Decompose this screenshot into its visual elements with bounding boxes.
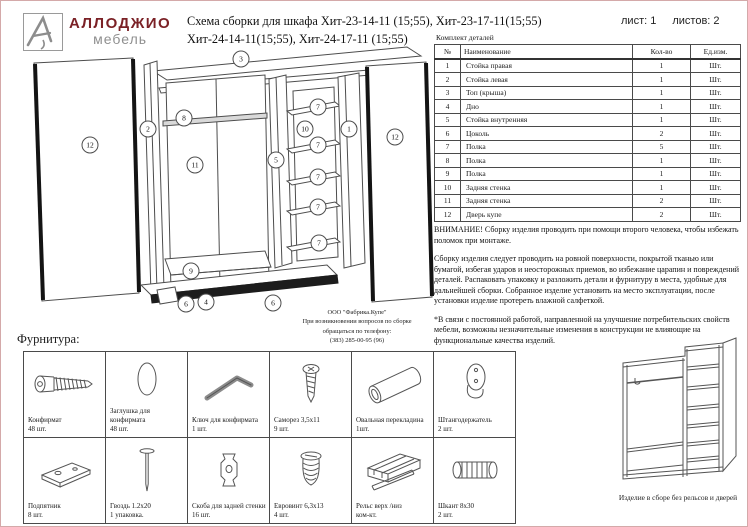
- rail-icon: [352, 438, 433, 502]
- hardware-cell: [188, 438, 270, 524]
- cell: Цоколь: [461, 127, 633, 141]
- cell: Задняя стенка: [461, 181, 633, 195]
- rod-holder-icon: [434, 352, 515, 416]
- hardware-qty: 1шт.: [356, 424, 370, 433]
- parts-table: [434, 44, 741, 222]
- hardware-name: Заглушка для конфирмата: [110, 406, 150, 424]
- cell: Шт.: [691, 100, 741, 114]
- plug-icon: [106, 352, 187, 407]
- cell: Полка: [461, 167, 633, 181]
- svg-text:7: 7: [316, 102, 320, 112]
- hardware-cell: [106, 352, 188, 438]
- callout-11: [187, 157, 203, 173]
- cell: Стойка левая: [461, 73, 633, 87]
- cell: 5: [633, 140, 691, 154]
- svg-text:7: 7: [316, 140, 320, 150]
- factory-line3: обращаться по телефону:: [322, 327, 392, 335]
- cell: Шт.: [691, 113, 741, 127]
- cell: 2: [435, 73, 461, 87]
- callout-6a: [178, 296, 194, 312]
- cell: Шт.: [691, 59, 741, 73]
- cell: 1: [633, 181, 691, 195]
- cell: 7: [435, 140, 461, 154]
- svg-text:6: 6: [271, 298, 275, 308]
- cell: Шт.: [691, 167, 741, 181]
- cell: 10: [435, 181, 461, 195]
- svg-text:7: 7: [316, 202, 320, 212]
- hardware-name: Подпятник: [28, 501, 61, 510]
- hardware-name: Скоба для задней стенки: [192, 501, 266, 510]
- hardware-name: Рельс верх /низ: [356, 501, 402, 510]
- table-row: [435, 86, 741, 100]
- part-inner-stand: [269, 75, 292, 268]
- col-qty: Кол-во: [633, 45, 691, 59]
- parts-table-section: [434, 33, 742, 222]
- hardware-qty: 4 шт.: [274, 510, 289, 519]
- cell: Шт.: [691, 127, 741, 141]
- callout-10: [297, 121, 313, 137]
- callout-7c: [310, 169, 326, 185]
- parts-header-row: [435, 45, 741, 59]
- cell: Дверь купе: [461, 208, 633, 222]
- hardware-name: Ключ для конфирмата: [192, 415, 258, 424]
- svg-text:3: 3: [239, 54, 243, 64]
- hardware-qty: 1 шт.: [192, 424, 207, 433]
- factory-line2: При возникновении вопросов по сборке: [302, 318, 412, 326]
- factory-contact: [282, 308, 432, 345]
- hardware-cell: [188, 352, 270, 438]
- table-row: [435, 140, 741, 154]
- warning-text: ВНИМАНИЕ! Сборку изделия проводить при помощи второго человека, чтобы избежать поломок при монтаже.: [434, 225, 739, 245]
- hardware-qty: 16 шт.: [192, 510, 211, 519]
- cell: Шт.: [691, 140, 741, 154]
- table-row: [435, 59, 741, 73]
- factory-name: ООО "Фабрика.Купе": [327, 309, 387, 316]
- title-line-2: Хит-24-14-11(15;55), Хит-24-17-11 (15;55): [187, 31, 408, 46]
- svg-text:11: 11: [191, 160, 199, 170]
- hardware-qty: 48 шт.: [28, 424, 47, 433]
- svg-text:8: 8: [182, 113, 186, 123]
- cell: 2: [633, 208, 691, 222]
- table-row: [435, 154, 741, 168]
- hardware-qty: 8 шт.: [28, 510, 43, 519]
- cell: Полка: [461, 154, 633, 168]
- cell: 1: [633, 86, 691, 100]
- callout-7a: [310, 99, 326, 115]
- hardware-cell: [106, 438, 188, 524]
- svg-text:12: 12: [391, 132, 399, 142]
- callout-4: [198, 294, 214, 310]
- hardware-qty: 48 шт.: [110, 424, 129, 433]
- svg-text:10: 10: [301, 124, 309, 134]
- table-row: [435, 208, 741, 222]
- hardware-name: Саморез 3,5х11: [274, 415, 320, 424]
- cell: Шт.: [691, 73, 741, 87]
- confirmat-screw-icon: [24, 352, 105, 416]
- nail-icon: [106, 438, 187, 502]
- callout-12-right: [387, 129, 403, 145]
- cell: 5: [435, 113, 461, 127]
- col-name: Наименование: [461, 45, 633, 59]
- brand-name: АЛЛОДЖИО: [69, 15, 172, 32]
- brand-text: [69, 15, 171, 47]
- part-plinth-left: [157, 287, 178, 304]
- svg-text:5: 5: [274, 155, 278, 165]
- cell: Стойка правая: [461, 59, 633, 73]
- disclaimer-note: *В связи с постоянной работой, направленной на улучшение потребительских свойств мебели, возможны незначительные изменения в конструкции не влияющие на функциональные качества изделий.: [434, 314, 730, 345]
- callout-1: [341, 121, 357, 137]
- part-right-door: [366, 62, 432, 302]
- table-row: [435, 127, 741, 141]
- euro-screw-icon: [270, 438, 351, 502]
- parts-table-caption: Комплект деталей: [436, 33, 494, 42]
- table-row: [435, 181, 741, 195]
- hex-key-icon: [188, 352, 269, 416]
- callout-7b: [310, 137, 326, 153]
- cell: 1: [633, 113, 691, 127]
- table-row: [435, 73, 741, 87]
- title-line-1: Схема сборки для шкафа Хит-23-14-11 (15;55), Хит-23-17-11(15;55): [187, 14, 542, 28]
- part-left-door: [34, 58, 139, 301]
- hardware-cell: [434, 438, 516, 524]
- svg-text:4: 4: [204, 297, 208, 307]
- back-wall-bracket-icon: [188, 438, 269, 502]
- cell: Шт.: [691, 154, 741, 168]
- callout-12-left: [82, 137, 98, 153]
- svg-text:9: 9: [189, 266, 193, 276]
- assembled-wardrobe-drawing: [615, 337, 745, 492]
- cell: 2: [633, 194, 691, 208]
- assembled-caption: Изделие в сборе без рельсов и дверей: [618, 493, 738, 502]
- cell: Шт.: [691, 208, 741, 222]
- cell: 9: [435, 167, 461, 181]
- cell: 3: [435, 86, 461, 100]
- table-row: [435, 167, 741, 181]
- cell: Дно: [461, 100, 633, 114]
- hardware-name: Гвоздь 1.2х20: [110, 501, 151, 510]
- cell: 1: [435, 59, 461, 73]
- hardware-table: [23, 351, 516, 524]
- callout-6b: [265, 295, 281, 311]
- cell: 12: [435, 208, 461, 222]
- cell: 1: [633, 154, 691, 168]
- assembly-note: Сборку изделия следует проводить на ровной поверхности, покрытой тканью или бумагой, избегая ударов и неосторожных приемов, во избежание царапин и повреждений деталей. Распаковать упаковку и разложить детали и фурнитуру в места, удобные для дальнейшей сборки. Собранное изделие установить на место эксплуатации, после установки изделие протереть влажной салфеткой.: [434, 254, 740, 306]
- hardware-cell: [434, 352, 516, 438]
- cell: Шт.: [691, 181, 741, 195]
- dowel-icon: [434, 438, 515, 502]
- cell: Стойка внутренняя: [461, 113, 633, 127]
- brand-subtitle: мебель: [93, 31, 148, 47]
- hardware-cell: [352, 352, 434, 438]
- hardware-cell: [24, 438, 106, 524]
- hardware-cell: [352, 438, 434, 524]
- part-right-stand: [338, 73, 365, 268]
- hardware-name: Евровинт 6,3х13: [274, 501, 324, 510]
- cell: 6: [435, 127, 461, 141]
- hardware-name: Шкант 8х30: [438, 501, 475, 510]
- foot-plate-icon: [24, 438, 105, 502]
- svg-text:12: 12: [86, 140, 94, 150]
- callout-8: [176, 110, 192, 126]
- svg-text:7: 7: [316, 172, 320, 182]
- cell: Задняя стенка: [461, 194, 633, 208]
- hardware-qty: 2 шт.: [438, 424, 453, 433]
- cell: 1: [633, 100, 691, 114]
- cell: 11: [435, 194, 461, 208]
- cell: Полка: [461, 140, 633, 154]
- cell: 1: [633, 167, 691, 181]
- svg-text:7: 7: [317, 238, 321, 248]
- cell: Шт.: [691, 86, 741, 100]
- sheets-total: листов: 2: [672, 15, 720, 27]
- svg-text:1: 1: [347, 124, 351, 134]
- table-row: [435, 194, 741, 208]
- callout-9: [183, 263, 199, 279]
- hardware-name: Конфирмат: [28, 415, 62, 424]
- hardware-qty: ком-кт.: [356, 510, 377, 519]
- callout-2: [140, 121, 156, 137]
- sheet-number: лист: 1: [621, 15, 657, 27]
- oval-rod-icon: [352, 352, 433, 416]
- hardware-label: Фурнитура:: [17, 332, 80, 346]
- hardware-cell: [24, 352, 106, 438]
- cell: Шт.: [691, 194, 741, 208]
- hardware-qty: 2 шт.: [438, 510, 453, 519]
- exploded-diagram: [29, 45, 434, 337]
- col-unit: Ед.изм.: [691, 45, 741, 59]
- factory-phone: (383) 285-00-95 (96): [329, 336, 385, 344]
- cell: 1: [633, 73, 691, 87]
- hardware-cell: [270, 438, 352, 524]
- cell: 1: [633, 59, 691, 73]
- table-row: [435, 113, 741, 127]
- hardware-qty: 1 упаковка.: [110, 510, 144, 519]
- cell: 2: [633, 127, 691, 141]
- hardware-name: Штангодержатель: [438, 415, 492, 424]
- callout-7d: [310, 199, 326, 215]
- cell: Топ (крыша): [461, 86, 633, 100]
- col-number: №: [435, 45, 461, 59]
- self-tapping-screw-icon: [270, 352, 351, 416]
- callout-7e: [311, 235, 327, 251]
- table-row: [435, 100, 741, 114]
- svg-text:6: 6: [184, 299, 188, 309]
- hardware-cell: [270, 352, 352, 438]
- hardware-qty: 9 шт.: [274, 424, 289, 433]
- callout-3: [233, 51, 249, 67]
- svg-text:2: 2: [146, 124, 150, 134]
- cell: 8: [435, 154, 461, 168]
- callout-5: [268, 152, 284, 168]
- notes-section: [434, 225, 742, 354]
- hardware-name: Овальная перекладина: [356, 415, 424, 424]
- sheet-info: [621, 15, 741, 27]
- cell: 4: [435, 100, 461, 114]
